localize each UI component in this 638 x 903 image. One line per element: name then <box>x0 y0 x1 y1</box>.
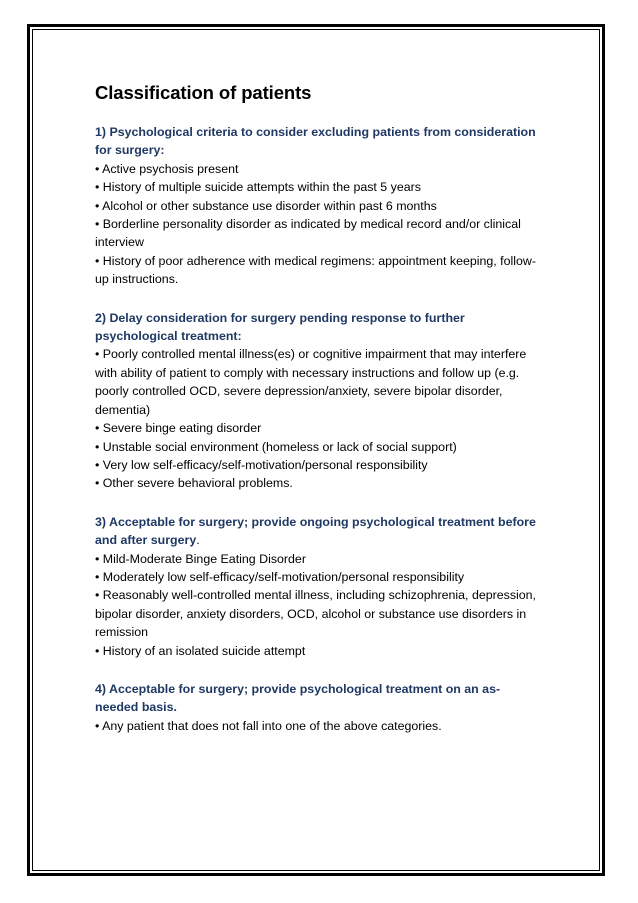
list-item: • History of poor adherence with medical regimens: appointment keeping, follow-up instructions. <box>95 253 536 287</box>
list-item: • Any patient that does not fall into one of the above categories. <box>95 718 442 733</box>
list-item: • Unstable social environment (homeless or lack of social support) <box>95 439 457 454</box>
criteria-list <box>95 345 540 492</box>
section-heading <box>95 309 540 346</box>
section-heading-text: 2) Delay consideration for surgery pending response to further psychological treatment: <box>95 310 465 344</box>
section-heading <box>95 513 540 550</box>
section-heading-text: 3) Acceptable for surgery; provide ongoing psychological treatment before and after surgery <box>95 514 536 548</box>
list-item: • Very low self-efficacy/self-motivation/personal responsibility <box>95 457 428 472</box>
document-body <box>95 80 540 755</box>
section-4 <box>95 680 540 735</box>
section-3 <box>95 513 540 660</box>
list-item: • Reasonably well-controlled mental illness, including schizophrenia, depression, bipolar disorder, anxiety disorders, OCD, alcohol or substance use disorders in remission <box>95 588 536 640</box>
section-2 <box>95 309 540 493</box>
list-item: • Alcohol or other substance use disorder within past 6 months <box>95 198 437 213</box>
criteria-list <box>95 717 540 735</box>
section-heading <box>95 680 540 717</box>
section-heading-tail: . <box>196 533 200 548</box>
list-item: • Moderately low self-efficacy/self-motivation/personal responsibility <box>95 569 465 584</box>
section-heading <box>95 123 540 160</box>
list-item: • Borderline personality disorder as indicated by medical record and/or clinical interview <box>95 217 521 250</box>
list-item: • Active psychosis present <box>95 161 239 176</box>
document-title: Classification of patients <box>95 82 312 103</box>
criteria-list <box>95 160 540 289</box>
list-item: • History of an isolated suicide attempt <box>95 643 306 658</box>
list-item: • Severe binge eating disorder <box>95 421 262 436</box>
list-item: • History of multiple suicide attempts within the past 5 years <box>95 180 421 195</box>
criteria-list <box>95 550 540 660</box>
list-item: • Mild-Moderate Binge Eating Disorder <box>95 551 306 566</box>
section-heading-text: 1) Psychological criteria to consider excluding patients from consideration for surgery: <box>95 125 536 158</box>
section-1 <box>95 123 540 289</box>
section-heading-text: 4) Acceptable for surgery; provide psychological treatment on an as-needed basis. <box>95 681 501 715</box>
list-item: • Poorly controlled mental illness(es) or cognitive impairment that may interfere with ability of patient to comply with necessary instructions and follow up (e.g. poorly controlled OCD, severe depression/anxiety, severe bipolar disorder, dementia) <box>95 347 527 417</box>
list-item: • Other severe behavioral problems. <box>95 476 293 491</box>
